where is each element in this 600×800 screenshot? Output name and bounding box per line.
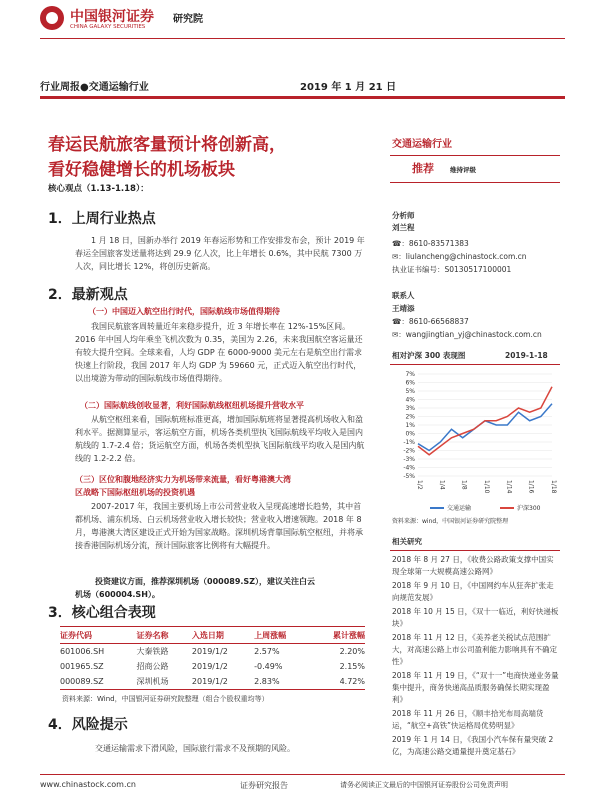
cell: 大秦铁路 xyxy=(136,647,169,656)
title-line1: 春运民航旅客量预计将创新高， xyxy=(48,135,286,155)
table-row xyxy=(60,644,365,660)
col-header: 证券代码 xyxy=(60,631,92,640)
institute: 研究院 xyxy=(173,14,203,25)
contact-label: 联系人 xyxy=(392,291,415,300)
rating-sub: 维持评级 xyxy=(450,166,476,174)
logo-text: 中国银河证券 xyxy=(70,9,154,25)
portfolio-table xyxy=(60,628,365,690)
y-tick-label: -3% xyxy=(403,456,415,463)
y-tick-label: 7% xyxy=(405,371,415,378)
sidebar-industry: 交通运输行业 xyxy=(392,139,452,150)
s2-para2: 从航空枢纽来看，国际航班标准更高，增加国际航班将显著提高机场收入和盈利水平。据测算显示，客运航空方面，机场各类机型执飞国际航线平均收入是国内航线的 1.7-2.4 倍；货运航空方面，机场各类机型执飞国际航线平均收入是国内航线的 1.2-2.2 倍。 xyxy=(75,415,365,463)
cell: 深圳机场 xyxy=(136,677,169,686)
x-tick-label: 1/4 xyxy=(438,480,446,490)
cell: -0.49% xyxy=(254,662,283,671)
logo-en: CHINA GALAXY SECURITIES xyxy=(70,24,146,30)
section2-title: 2．最新观点 xyxy=(48,287,128,303)
x-tick-label: 1/16 xyxy=(527,480,535,494)
y-tick-label: 6% xyxy=(405,379,415,387)
y-tick-label: -2% xyxy=(403,447,415,455)
chart-title: 相对沪深 300 表现图 xyxy=(392,351,466,360)
table-header xyxy=(60,628,365,644)
analyst-name: 刘兰程 xyxy=(392,223,415,232)
y-tick-label: 2% xyxy=(405,413,415,421)
analyst-email: ✉：liulancheng@chinastock.com.cn xyxy=(392,252,527,261)
x-tick-label: 1/8 xyxy=(460,480,468,490)
related-item[interactable]: 2019 年 1 月 14 日，《我国小汽车保有量突破 2 亿，为高速公路交通量提升奠定基石》 xyxy=(392,735,554,756)
s2-heading1: （一）中国迈入航空出行时代，国际航线市场值得期待 xyxy=(88,307,280,316)
cell: 601006.SH xyxy=(60,647,105,656)
performance-chart xyxy=(390,368,560,518)
y-tick-label: 5% xyxy=(405,388,415,395)
cell: 2019/1/2 xyxy=(191,647,228,656)
cell: 2019/1/2 xyxy=(191,677,228,686)
table-row xyxy=(60,674,365,690)
cell: 000089.SZ xyxy=(60,677,104,686)
related-item[interactable]: 2018 年 11 月 19 日，《“双十一”电商快递业务量集中提升，商务快递高品质服务确保长期实现盈利》 xyxy=(392,671,559,704)
cell: 2019/1/2 xyxy=(191,662,228,671)
report-category: 行业周报●交通运输行业 xyxy=(40,82,149,93)
related-item[interactable]: 2018 年 11 月 12 日，《美养老关税试点范围扩大，对高速公路上市公司盈利能力影响具有不确定性》 xyxy=(392,633,557,666)
s2-para1: 我国民航旅客周转量近年来稳步提升，近 3 年增长率在 12%-15%区间。2016 年中国人均年乘坐飞机次数为 0.35，美国为 2.26，未来我国航空客运量还有较大提升空间。全球来看，人均 GDP 在 6000-9000 美元左右是航空出行需求快速上行阶段，我国 2017 年人均 GDP 为 59660 元，正式迈入航空出行时代，以出境游为带动的国际航线市场值得期待。 xyxy=(75,322,363,383)
s2-heading3b: 区战略下国际枢纽机场的投资机遇 xyxy=(75,488,195,497)
risk-text: 交通运输需求下滑风险，国际旅行需求不及预期的风险。 xyxy=(95,744,295,753)
table-row xyxy=(60,659,365,674)
section1-title: 1．上周行业热点 xyxy=(48,211,156,227)
x-tick-label: 1/10 xyxy=(483,480,490,494)
chart-source: 资料来源：wind，中国银河证券研究院整理 xyxy=(392,518,509,525)
chart-date: 2019-1-18 xyxy=(505,351,548,360)
y-tick-label: 1% xyxy=(405,422,415,429)
y-tick-label: 3% xyxy=(405,405,415,412)
col-header: 入选日期 xyxy=(191,631,224,640)
x-tick-label: 1/2 xyxy=(416,480,423,490)
cell: 2.83% xyxy=(254,677,280,686)
contact-name: 王靖添 xyxy=(392,304,415,313)
related-list xyxy=(392,554,560,760)
cell: 001965.SZ xyxy=(60,662,104,671)
col-header: 上周涨幅 xyxy=(254,631,287,640)
col-header: 累计涨幅 xyxy=(333,631,365,640)
title-line2: 看好稳健增长的机场板块 xyxy=(48,160,235,180)
section4-title: 4．风险提示 xyxy=(48,717,128,733)
core-view: 核心观点（1.13-1.18）： xyxy=(48,184,149,194)
legend-label: 沪深300 xyxy=(517,505,541,512)
y-tick-label: 4% xyxy=(405,396,415,404)
analyst-label: 分析师 xyxy=(392,211,415,220)
related-label: 相关研究 xyxy=(392,537,422,546)
section3-title: 3．核心组合表现 xyxy=(48,605,156,621)
s2-heading2: （二）国际航线创收显著，利好国际航线枢纽机场提升营收水平 xyxy=(80,401,304,410)
cell: 2.15% xyxy=(339,662,365,671)
recommendation-line2: 机场（600004.SH）。 xyxy=(75,590,160,599)
cell: 2.57% xyxy=(254,647,280,656)
footer-center: 证券研究报告 xyxy=(240,781,288,790)
related-item[interactable]: 2018 年 11 月 26 日，《顺丰拾光布局高端货运，“航空+高铁”快运格局优势明显》 xyxy=(392,709,544,730)
footer-url[interactable]: www.chinastock.com.cn xyxy=(40,780,136,789)
logo-icon xyxy=(40,6,64,30)
contact-email: ✉：wangjingtian_yj@chinastock.com.cn xyxy=(392,330,542,339)
y-tick-label: -5% xyxy=(403,473,415,480)
recommendation-line1: 投资建议方面，推荐深圳机场（000089.SZ），建议关注白云 xyxy=(95,577,315,586)
related-item[interactable]: 2018 年 9 月 10 日，《中国网约车从狂奔扩张走向规范发展》 xyxy=(392,581,554,602)
x-tick-label: 1/14 xyxy=(505,480,513,494)
table-source: 资料来源：Wind，中国银河证券研究院整理（组合个股权重均等） xyxy=(62,695,269,703)
section1-text: 1 月 18 日，国新办举行 2019 年春运形势和工作安排发布会，预计 2019 年春运全国旅客发送量将达到 29.9 亿人次，比上年增长 0.6%，其中民航 7300 万人次，同比增长 12%，将创历史新高。 xyxy=(75,236,365,271)
cell: 4.72% xyxy=(339,677,365,686)
related-item[interactable]: 2018 年 10 月 15 日，《双十一临近，利好快递板块》 xyxy=(392,607,559,628)
analyst-cert: 执业证书编号：S0130517100001 xyxy=(392,265,512,274)
rating: 推荐 xyxy=(412,162,434,175)
footer-disclaimer: 请务必阅读正文最后的中国银河证券股份公司免责声明 xyxy=(340,781,508,789)
y-tick-label: -1% xyxy=(403,439,415,446)
contact-phone: ☎：8610-66568837 xyxy=(392,317,469,326)
s2-heading3a: （三）区位和腹地经济实力为机场带来流量，看好粤港澳大湾 xyxy=(75,475,291,484)
cell: 2.20% xyxy=(339,647,365,656)
x-tick-label: 1/18 xyxy=(550,480,557,494)
s2-para3: 2007-2017 年，我国主要机场上市公司营业收入呈现高速增长趋势，其中首都机场、浦东机场、白云机场营业收入增长较快；营业收入增速领跑。2018 年 8 月，粤港澳大湾区建设正式开始为国家战略。深圳机场背靠国际航空枢纽，并将承接香港国际机场分流，预计国际旅客比例将有大幅提升。 xyxy=(75,502,363,550)
report-date: 2019 年 1 月 21 日 xyxy=(300,82,397,93)
cell: 招商公路 xyxy=(136,662,169,671)
analyst-phone: ☎：8610-83571383 xyxy=(392,239,469,248)
col-header: 证券名称 xyxy=(136,631,169,640)
legend-label: 交通运输 xyxy=(447,505,472,512)
y-tick-label: -4% xyxy=(403,464,415,472)
y-tick-label: 0% xyxy=(405,430,415,438)
related-item[interactable]: 2018 年 8 月 27 日，《收费公路政策支撑中国实现全球第一大规模高速公路网》 xyxy=(392,555,554,576)
